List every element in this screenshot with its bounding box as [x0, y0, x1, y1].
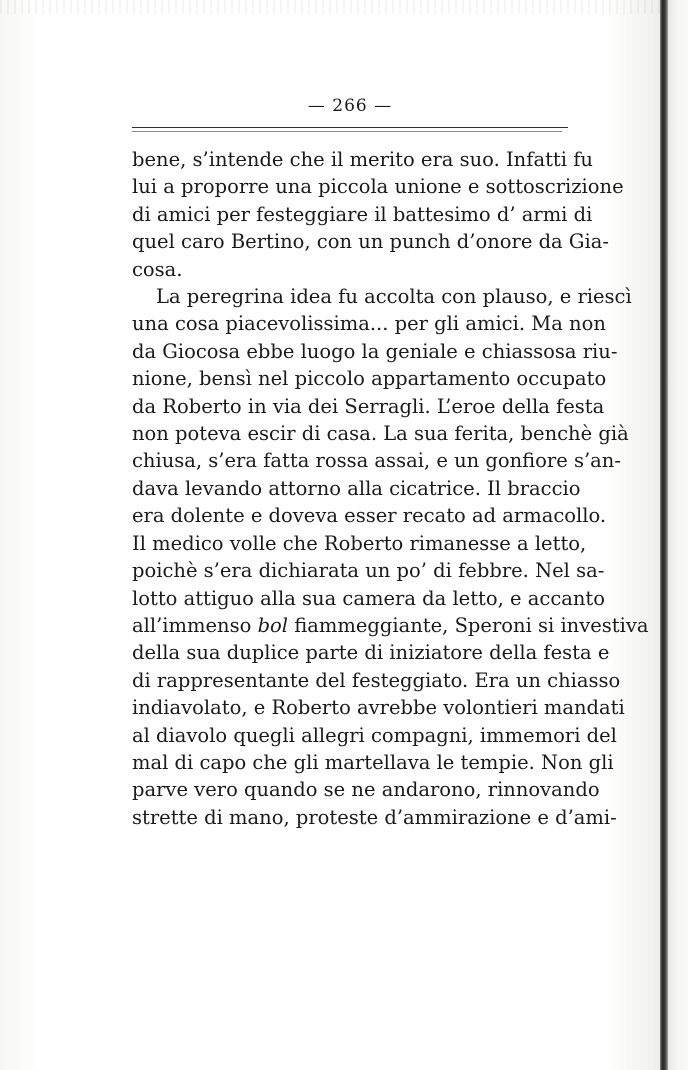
text-line: al diavolo quegli allegri compagni, immemori del [132, 723, 617, 747]
page-binding-shadow [668, 0, 688, 1070]
page-top-edge [0, 0, 688, 14]
text-line: della sua duplice parte di iniziatore della festa e [132, 641, 610, 665]
italic-word: bol [257, 613, 289, 637]
text-line: cosa. [132, 257, 183, 281]
page-number-header: — 266 — [307, 96, 393, 116]
text-line: La peregrina idea fu accolta con plauso, e riescì [156, 285, 632, 309]
text-line: strette di mano, proteste d’ammirazione e d’ami- [132, 805, 617, 829]
text-line: bene, s’intende che il merito era suo. Infatti fu [132, 148, 593, 171]
text-line: di amici per festeggiare il battesimo d’ armi di [132, 202, 593, 226]
text-line: parve vero quando se ne andarono, rinnovando [132, 778, 600, 802]
paragraph-2 [132, 283, 649, 831]
text-line: una cosa piacevolissima... per gli amici. Ma non [132, 312, 606, 336]
text-segment: fiammeggiante, Speroni si investiva [294, 613, 649, 637]
text-line: poichè s’era dichiarata un po’ di febbre. Nel sa- [132, 559, 605, 583]
text-line: dava levando attorno alla cicatrice. Il braccio [132, 476, 581, 500]
text-line-mixed [132, 612, 649, 639]
page-body [132, 146, 649, 831]
text-line: mal di capo che gli martellava le tempie. Non gli [132, 750, 614, 774]
text-line: da Roberto in via dei Serragli. L’eroe della festa [132, 394, 605, 418]
text-line: era dolente e doveva esser recato ad armacollo. [132, 504, 607, 528]
text-line: indiavolato, e Roberto avrebbe volontieri mandati [132, 696, 625, 720]
header-rule-secondary [132, 131, 562, 132]
text-line: lui a proporre una piccola unione e sottoscrizione [132, 175, 624, 199]
text-line: nione, bensì nel piccolo appartamento occupato [132, 367, 607, 391]
text-line: chiusa, s’era fatta rossa assai, e un gonfiore s’an- [132, 449, 621, 473]
page-binding-edge [660, 0, 668, 1070]
text-segment: all’immenso [132, 613, 252, 637]
text-line: lotto attiguo alla sua camera da letto, e accanto [132, 586, 605, 610]
text-line: Il medico volle che Roberto rimanesse a letto, [132, 531, 587, 555]
text-line: da Giocosa ebbe luogo la geniale e chiassosa riu- [132, 339, 618, 363]
text-line: quel caro Bertino, con un punch d’onore da Gia- [132, 230, 609, 254]
text-line: di rappresentante del festeggiato. Era un chiasso [132, 668, 621, 692]
header-rule [132, 127, 568, 128]
text-line: non poteva escir di casa. La sua ferita, benchè già [132, 422, 629, 446]
paragraph-1 [132, 146, 624, 283]
